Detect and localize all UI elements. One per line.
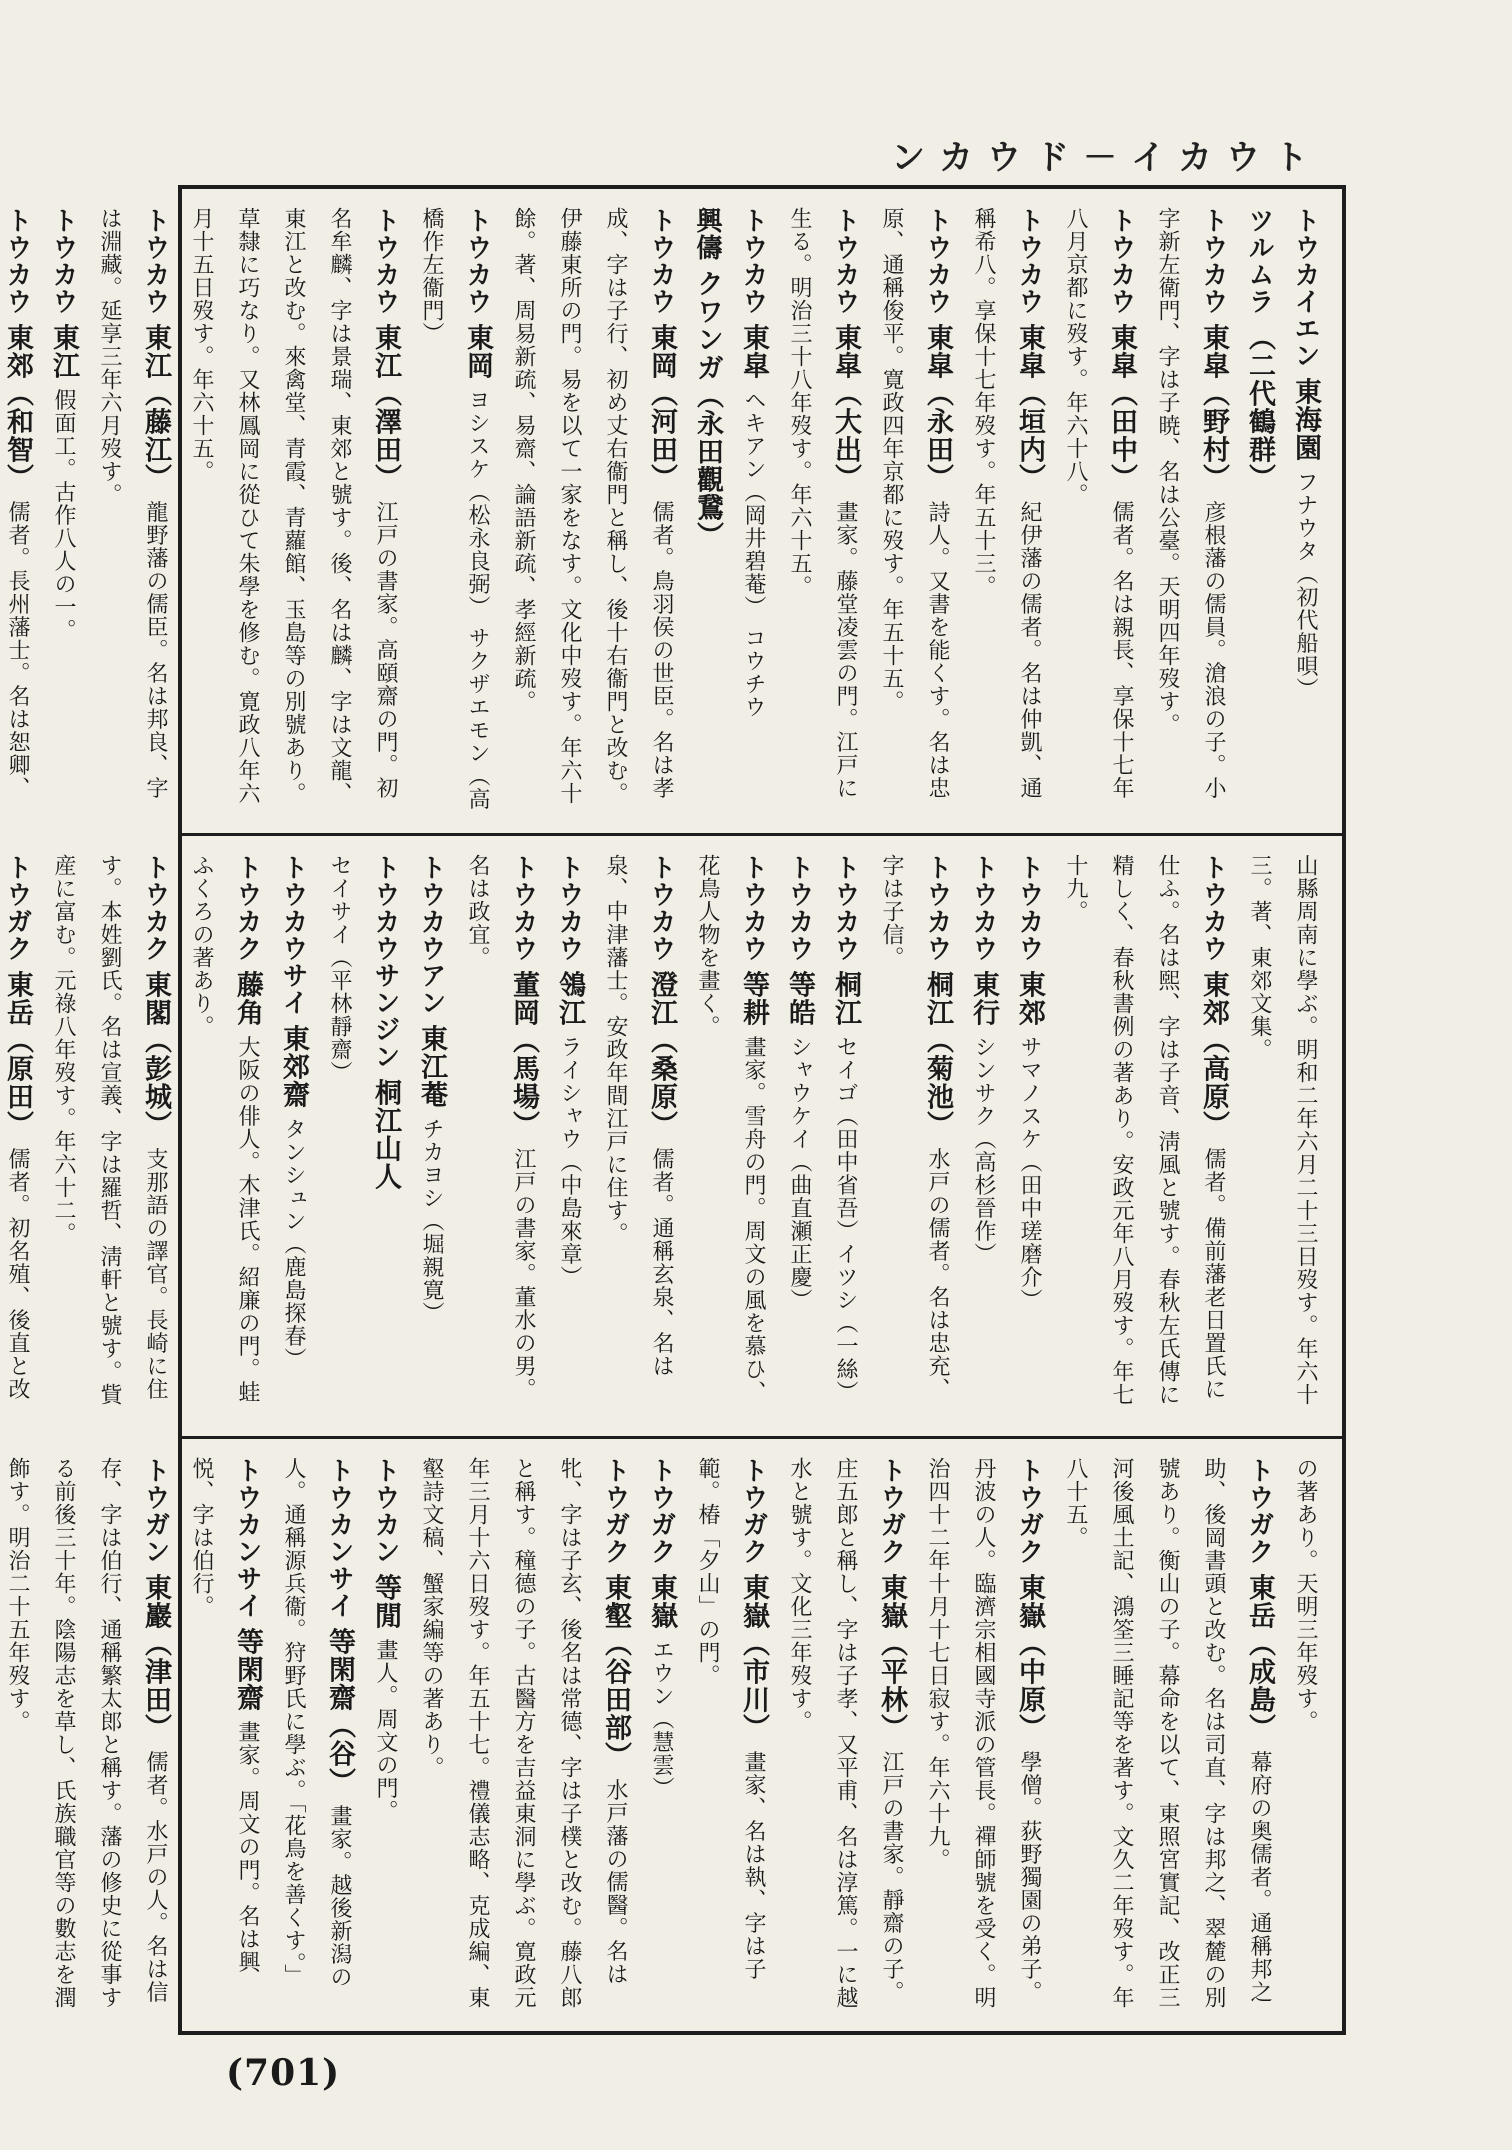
entry-name: 董岡（馬場） [508,970,539,1139]
entry-text: ライシャウ（中島來章） [557,1035,582,1289]
entry-name: 等閒 [370,1573,401,1630]
entry-reading: トウカウ [968,854,998,962]
entry-name: 等閑齋（谷） [324,1627,355,1796]
entry-text: 龍野藩の儒臣。名は邦良、字は淵藏。延享三年六月歿す。 [97,207,168,800]
running-head: トウカイ－ドウカン [891,138,1322,178]
entry-text: 儒者。備前藩老日置氏に仕ふ。名は煕、字は子音、淸風と號す。春秋左氏傳に精しく、春秋書例の著あり。安政元年八月歿す。年七十九。 [1063,854,1226,1406]
dictionary-entry [362,1457,408,2017]
entry-reading: トウカウ [738,207,768,315]
entry-name: 等閑齋 [232,1627,263,1712]
entry-text: 畫家。周文の門。名は興悦、字は伯行。 [189,1457,260,1974]
entry-reading: ツルムラ [1244,207,1274,315]
entry-reading: トウカイエン [1290,207,1320,369]
entry-reading: トウガク [2,854,32,962]
entry-text: 儒者。鳥羽侯の世臣。名は孝成、字は子行、初め丈右衞門と稱し、後十右衞門と改む。伊藤東所の門。易を以て一家をなす。文化中歿す。年六十餘。著、周易新疏、易齋、論語新疏、孝經新疏。 [511,207,674,805]
entry-reading: トウカウ [48,207,78,315]
entry-text: 水戸の儒者。名は忠充、字は子信。 [879,854,950,1401]
band-bottom [5,1436,1342,2031]
entry-reading: トウカウ [554,854,584,962]
dictionary-entry [1236,854,1328,1419]
dictionary-entry [914,1457,1052,2017]
entry-text: 儒者。通稱玄泉、名は泉、中津藩士。安政年間江戸に住す。 [603,854,674,1378]
entry-reading: トウカウ [922,854,952,962]
entry-text: 支那語の譯官。長崎に住す。本姓劉氏。名は宣義、字は羅哲、淸軒と號す。貲産に富む。元祿八年歿す。年六十二。 [51,854,168,1406]
dictionary-entry [40,854,178,1419]
entry-text: シンサク（高杉晉作） [971,1035,996,1266]
entry-name: 東岡 [462,323,493,380]
dictionary-entry [960,207,1052,815]
entry-text: 畫家。越後新潟の人。通稱源兵衞。狩野氏に學ぶ。「花鳥を善くす。」 [281,1457,352,1989]
entry-reading: トウガク [646,1457,676,1565]
entry-reading: トウガク [600,1457,630,1565]
dictionary-entry [1006,854,1052,1419]
dictionary-entry [316,854,408,1419]
entry-reading: トウカンサイ [232,1457,262,1619]
band-middle [2,833,1342,1433]
entry-reading: トウガン [140,1457,170,1565]
entry-text: シャウケイ（曲直瀬正慶） [787,1035,812,1312]
entry-name: （二代鶴群） [1244,323,1275,492]
dictionary-entry [822,854,868,1419]
entry-reading: トウカウ [370,207,400,315]
page-number: (701) [226,2052,341,2094]
entry-text: 假面工。古作八人の一。 [51,388,76,642]
entry-name: 東岡（河田） [646,323,677,492]
entry-name: 東皐（大出） [830,323,861,492]
entry-name: 東岳（原田） [2,970,33,1139]
dictionary-entry [408,854,454,1419]
entry-reading: トウガク [738,1457,768,1565]
entry-text: 山縣周南に學ぶ。明和二年六月二十三日歿す。年六十三。著、東郊文集。 [1247,854,1318,1406]
entry-name: 東壑（谷田部） [600,1573,631,1770]
entry-reading: トウカウ [1198,854,1228,962]
entry-text: エウン（慧雲） [649,1638,674,1800]
entry-name: 東皐（永田） [922,323,953,492]
dictionary-entry [408,207,500,815]
entry-text: 畫家。藤堂凌雲の門。江戸に生る。明治三十八年歿す。年六十五。 [787,207,858,800]
entry-name: 東閣（彭城） [140,970,171,1139]
entry-name: 東巖（津田） [140,1573,171,1742]
entry-reading: トウカウ [738,854,768,962]
entry-text: セイサイ（平林靜齋） [327,854,352,1084]
entry-text: 畫人。周文の門。 [373,1638,398,1823]
entry-text: 畫家。雪舟の門。周文の風を慕ひ、花鳥人物を畫く。 [695,854,766,1404]
dictionary-entry [1052,207,1144,815]
entry-name: 東郊（高原） [1198,970,1229,1139]
entry-text: 詩人。又書を能くす。名は忠原、通稱俊平。寛政四年京都に歿す。年五十五。 [879,207,950,800]
band-top-columns [2,207,1328,815]
dictionary-entry [40,207,86,815]
entry-reading: トウカウ [1106,207,1136,315]
dictionary-entry [178,854,270,1419]
entry-text: セイゴ（田中省吾）イツシ（一絲） [833,1035,858,1404]
dictionary-entry [960,854,1006,1419]
entry-name: 東皐（垣内） [1014,323,1045,492]
entry-text: サマノスケ（田中瑳磨介） [1017,1035,1042,1312]
entry-reading: トウカウサイ [278,854,308,1016]
entry-reading: トウガク [1244,1457,1274,1565]
entry-name: 東嶽（平林） [876,1573,907,1742]
entry-name: 東郊齋 [278,1024,309,1109]
dictionary-entry [592,854,684,1419]
entry-reading: トウカウ [1014,854,1044,962]
dictionary-entry [1052,1457,1282,2017]
entry-name: 東郊 [1014,970,1045,1027]
dictionary-entry [684,207,730,815]
entry-reading: トウカン [370,1457,400,1565]
entry-name: 東行 [968,970,999,1027]
entry-name: 東江 [48,323,79,380]
entry-reading: トウカウ [646,854,676,962]
entry-frame [2,185,1346,2035]
entry-name: 東郊（和智） [2,323,33,492]
entry-name: 等皓 [784,970,815,1027]
entry-reading: トウカウ [830,854,860,962]
entry-text: ヘキアン（岡井碧菴） コウチウ [741,388,766,719]
dictionary-entry [1144,207,1236,815]
dictionary-entry [178,207,408,815]
dictionary-entry [270,854,316,1419]
dictionary-entry [500,207,684,815]
entry-text: フナウタ（初代船唄） [1293,470,1318,701]
entry-reading: トウカウ [922,207,952,315]
dictionary-entry [1236,207,1282,815]
entry-text: タンシュン（鹿島探春） [281,1117,306,1371]
entry-reading: トウカウ [2,207,32,315]
entry-reading: トウカウアン [416,854,446,1016]
dictionary-entry [178,1457,270,2017]
entry-text: 江戸の書家。高頤齋の門。初名牟麟、字は景瑞、東郊と號す。後、名は麟、字は文龍、東江と改む。來禽堂、青霞、青蘿館、玉島等の別號あり。草隸に巧なり。又林鳳岡に從ひて朱學を修む。寛政八年六月十五日歿す。年六十五。 [189,207,398,805]
entry-name: 東岳（成島） [1244,1573,1275,1742]
dictionary-entry [776,1457,914,2017]
entry-reading: トウガク [1014,1457,1044,1565]
entry-reading: トウカク [232,854,262,962]
entry-name: クワンガ（永田觀鵞） [692,269,723,550]
entry-name: 東嶽（中原） [1014,1573,1045,1742]
entry-reading: トウカウ [462,207,492,315]
entry-text: 儒者。水戸の人。名は信存、字は伯行、通稱繁太郎と稱す。藩の修史に從事する前後三十年。陰陽志を草し、氏族職官等の數志を潤飾す。明治二十五年歿す。 [5,1457,168,2009]
entry-reading: 興儔 [692,207,722,261]
entry-reading: トウカウ [1198,207,1228,315]
entry-name: 等耕 [738,970,769,1027]
entry-text: 大阪の俳人。木津氏。紹廉の門。蛙ふくろの著あり。 [189,854,260,1404]
entry-name: 東江菴 [416,1024,447,1109]
entry-text: 畫家、名は執、字は子範。椿「夕山」の門。 [695,1457,766,1981]
entry-name: 東嶽 [646,1573,677,1630]
dictionary-entry [1282,207,1328,815]
entry-name: 鴒江 [554,970,585,1027]
entry-name: 東皐 [738,323,769,380]
entry-name: 東江（藤江） [140,323,171,492]
entry-name: 東皐（野村） [1198,323,1229,492]
entry-reading: トウカウサンジン [370,854,400,1070]
entry-reading: トウガク [876,1457,906,1565]
dictionary-entry [454,854,546,1419]
entry-text: 彦根藩の儒員。滄浪の子。小字新左衛門、字は子暁、名は公臺。天明四年歿す。 [1155,207,1226,800]
dictionary-entry [1282,1457,1328,2017]
dictionary-entry [638,1457,684,2017]
entry-name: 東皐（田中） [1106,323,1137,492]
band-bottom-columns [5,1457,1328,2017]
entry-reading: トウカウ [784,854,814,962]
band-middle-columns [2,854,1328,1419]
dictionary-entry [546,854,592,1419]
entry-reading: トウカク [140,854,170,962]
entry-text: 儒者。初名殖、後直と改 [5,1147,30,1401]
entry-name: 東江（澤田） [370,323,401,492]
entry-text: ヨシスケ（松永良弼） サクザエモン（高橋作左衞門） [419,207,490,811]
entry-reading: トウカウ [140,207,170,315]
entry-name: 桐江山人 [370,1078,401,1191]
entry-name: 藤角 [232,970,263,1027]
entry-name: 桐江（菊池） [922,970,953,1139]
entry-reading: トウカウ [1014,207,1044,315]
dictionary-entry [776,207,868,815]
entry-text: 紀伊藩の儒者。名は仲凱、通稱希八。享保十七年歿す。年五十三。 [971,207,1042,800]
dictionary-entry [776,854,822,1419]
dictionary-entry [270,1457,362,2017]
dictionary-entry [86,207,178,815]
dictionary-entry [868,854,960,1419]
entry-name: 東嶽（市川） [738,1573,769,1742]
entry-reading: トウカウ [508,854,538,962]
entry-name: 桐江 [830,970,861,1027]
entry-text: 學僧。荻野獨園の弟子。丹波の人。臨濟宗相國寺派の管長。禪師號を受く。明治四十二年十月十七日寂す。年六十九。 [925,1457,1042,2009]
entry-text: の著あり。天明三年歿す。 [1293,1457,1318,1733]
entry-name: 澄江（桑原） [646,970,677,1139]
entry-text: 江戸の書家。靜齋の子。庄五郎と稱し、字は子孝、又平甫、名は淳篤。一に越水と號す。文化三年歿す。 [787,1457,904,2009]
entry-text: 儒者。長州藩士。名は恕卿、 [5,500,30,800]
dictionary-entry [408,1457,638,2017]
dictionary-entry [0,1457,178,2017]
entry-text: チカヨシ（堀親寛） [419,1117,444,1325]
dictionary-entry [868,207,960,815]
entry-reading: トウカンサイ [324,1457,354,1619]
entry-reading: トウカウ [646,207,676,315]
dictionary-entry [684,1457,776,2017]
dictionary-entry [730,207,776,815]
dictionary-entry [0,207,40,815]
dictionary-entry [0,854,40,1419]
dictionary-entry [684,854,776,1419]
entry-text: 江戸の書家。董水の男。名は政宜。 [465,854,536,1401]
entry-name: 東海園 [1290,377,1321,462]
band-top [2,189,1342,829]
entry-reading: トウカウ [830,207,860,315]
entry-text: 儒者。名は親長、享保十七年八月京都に歿す。年六十八。 [1063,207,1134,800]
entry-text: 水戸藩の儒醫。名は牝、字は子玄、後名は常德、字は子樸と改む。藤八郎と稱す。穜德の子。古醫方を吉益東洞に學ぶ。寛政元年三月十六日歿す。年五十七。禮儀志略、克成編、東壑詩文稿、蟹家編等の著あり。 [419,1457,628,2009]
entry-text: 幕府の奥儒者。通稱邦之助、後岡書頭と改む。名は司直、字は邦之、翠麓の別號あり。衡山の子。幕命を以て、東照宮實記、改正三河後風土記、鴻筌三睡記等を著す。文久二年歿す。年八十五。 [1063,1457,1272,2009]
dictionary-entry [1052,854,1236,1419]
